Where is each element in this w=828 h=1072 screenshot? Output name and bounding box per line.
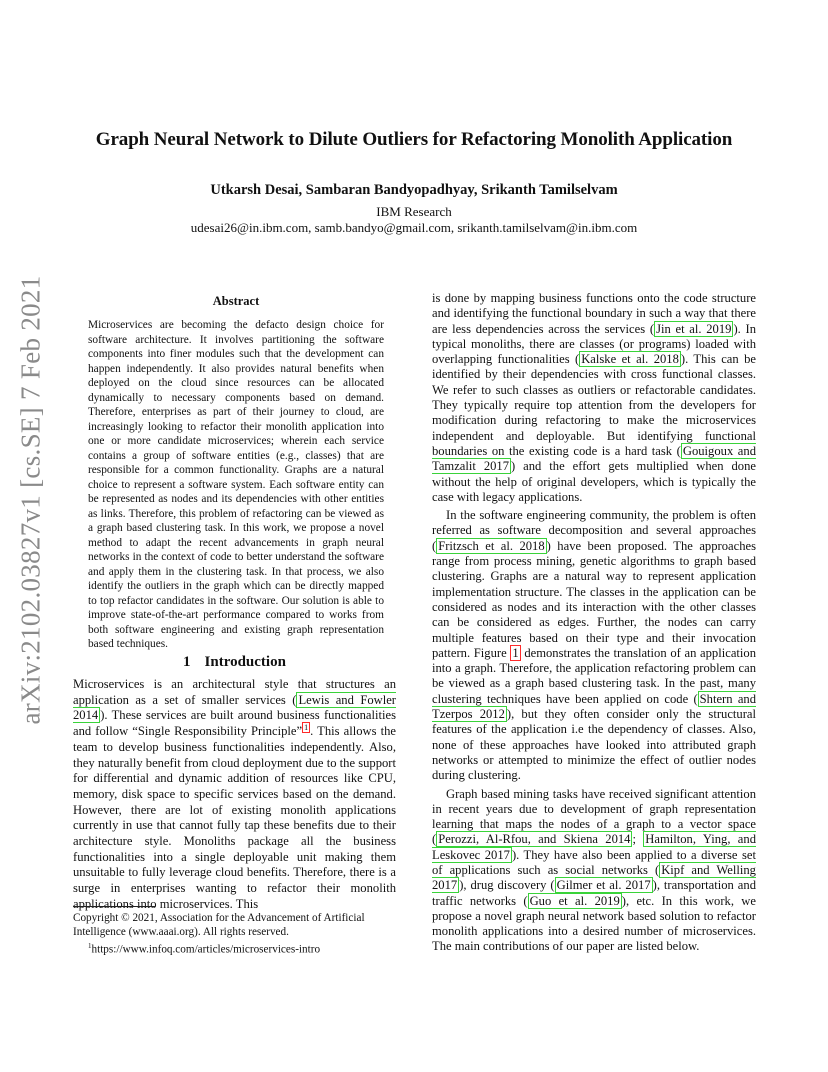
abstract-text: Microservices are becoming the defacto design choice for software architecture. It involves partitioning the software components into finer modules such that the development can happen independently. It also provides natural benefits when deployed on the cloud since resources can be allocated dynamically to necessary components based on demand. Therefore, enterprises as part of their journey to cloud, are increasingly looking to refactor their monolith application into one or more candidate microservices; wherein each service contains a group of software entities (e.g., classes) that are responsible for a common functionality. Graphs are a natural choice to represent a software system. Each software entity can be represented as nodes and its dependencies with other entities as links. Therefore, this problem of refactoring can be viewed as a graph based clustering task. In this work, we propose a novel method to adapt the recent advancements in graph neural networks in the context of code to better understand the software and apply them in the clustering task. In that process, we also identify the outliers in the graph which can be directly mapped to top refactor candidates in the software. Our solution is able to improve state-of-the-art performance compared to works from both software engineering and existing graph representation based techniques. bbox=[88, 319, 384, 650]
introduction-body bbox=[73, 677, 396, 913]
citation-link[interactable]: Hamilton, Ying, and Leskovec 2017 bbox=[432, 832, 756, 862]
citation-link[interactable]: Kipf and Welling 2017 bbox=[432, 862, 756, 893]
citation-link[interactable]: Gilmer et al. 2017 bbox=[556, 878, 651, 893]
section-number: 1 bbox=[183, 654, 191, 670]
text-run: ). They have also been applied to a diverse set of applications such as social networks ( bbox=[432, 847, 756, 877]
footnote-link[interactable]: 1 bbox=[304, 722, 309, 732]
citation-link[interactable]: Guo et al. 2019 bbox=[529, 893, 620, 908]
text-run: In the software engineering community, the problem is often referred as software decomposition and several approaches ( bbox=[432, 508, 756, 553]
citation-link[interactable]: Jin et al. 2019 bbox=[656, 321, 732, 336]
citation-link[interactable]: Fritzsch et al. 2018 bbox=[438, 538, 545, 553]
text-run: ) and the effort gets multiplied when done without the help of original developers, which is typically the case with legacy applications. bbox=[432, 459, 756, 504]
footnote bbox=[88, 939, 396, 957]
arxiv-watermark bbox=[2, 274, 60, 725]
text-run: demonstrates the translation of an application into a graph. Therefore, the application refactoring problem can be viewed as a graph based clustering task. In the past, many clustering techniques have been applied on code ( bbox=[432, 645, 756, 706]
abstract-heading: Abstract bbox=[212, 294, 260, 308]
text-run: . This allows the team to develop business functionalities independently. Also, they naturally benefit from cloud deployment due to the support for differential and dynamic addition of resources like CPU, memory, disk space to specific services based on the demand. However, there are lot of existing monolith applications currently in use that cannot fully tap these benefits due to their architecture style. Monoliths package all the business functionalities into a single deployable unit making them unsuitable to fully leverage cloud benefits. Therefore, there is a surge in enterprises wanting to refactor their monolith applications into microservices. This bbox=[73, 724, 396, 911]
section-heading-introduction bbox=[73, 654, 396, 671]
text-run: ), drug discovery ( bbox=[459, 878, 555, 893]
affiliation: IBM Research bbox=[376, 204, 452, 219]
figure-link[interactable]: 1 bbox=[512, 645, 519, 660]
text-run: ) have been proposed. The approaches range from process mining, genetic algorithms to graph based clustering. Graphs are a natural way to represent application implementation structure. The classes in the application can be considered as nodes and its interaction with the other classes can be considered as edges. Further, the nodes can carry multiple features based on their type and their invocation pattern. Figure bbox=[432, 538, 756, 660]
footnote-divider bbox=[73, 906, 155, 907]
footnote-number: 1 bbox=[88, 942, 92, 950]
text-run: ). In typical monoliths, there are classes (or programs) loaded with overlapping functionalities ( bbox=[432, 321, 757, 367]
arxiv-id: arXiv:2102.03827v1 [cs.SE] 7 Feb 2021 bbox=[15, 274, 46, 725]
footnote-url: https://www.infoq.com/articles/microservices-intro bbox=[91, 943, 321, 956]
citation-link[interactable]: Kalske et al. 2018 bbox=[581, 352, 679, 367]
text-run: Graph based mining tasks have received significant attention in recent years due to development of graph representation learning that maps the nodes of a graph to a vector space ( bbox=[432, 786, 756, 847]
text-run: ), transportation and traffic networks ( bbox=[432, 878, 756, 908]
citation-link[interactable]: Perozzi, Al-Rfou, and Skiena 2014 bbox=[438, 832, 631, 847]
citation-link[interactable]: Lewis and Fowler 2014 bbox=[73, 692, 397, 723]
author-emails: udesai26@in.ibm.com, samb.bandyo@gmail.com, srikanth.tamilselvam@in.ibm.com bbox=[190, 220, 638, 235]
paragraph bbox=[432, 508, 756, 783]
text-run: is done by mapping business functions onto the code structure and identifying the functional boundary in such a way that there are less dependencies across the services ( bbox=[432, 291, 756, 336]
section-title: Introduction bbox=[204, 654, 286, 670]
copyright-notice: Copyright © 2021, Association for the Advancement of Artificial Intelligence (www.aaai.org). All rights reserved. bbox=[73, 912, 365, 938]
paragraph bbox=[73, 677, 396, 913]
text-run: ), but they often consider only the structural features of the application i.e the dependency of classes. Also, none of these approaches have looked into attributed graph networks or attempted to minimize the effect of outlier nodes during clustering. bbox=[432, 707, 756, 783]
text-run: Microservices is an architectural style that structures an application as a set of smaller services ( bbox=[73, 677, 396, 707]
text-run: ). These services are built around business functionalities and follow “Single Responsibility Principle” bbox=[73, 708, 396, 739]
author-list: Utkarsh Desai, Sambaran Bandyopadhyay, Srikanth Tamilselvam bbox=[210, 182, 618, 198]
paragraph bbox=[432, 787, 756, 955]
citation-link[interactable]: Gouigoux and Tamzalit 2017 bbox=[432, 443, 756, 474]
right-column-body bbox=[432, 291, 756, 955]
paragraph bbox=[432, 291, 756, 505]
text-run: ), etc. In this work, we propose a novel graph neural network based solution to refactor monolith applications into a desired number of microservices. The main contributions of our paper are listed below. bbox=[432, 893, 756, 954]
text-run: ; bbox=[632, 832, 644, 847]
text-run: ). This can be identified by their dependencies with cross functional classes. We refer to such classes as outliers or refactorable candidates. They typically require top attention from the developers for modification during refactoring to make the microservices independent and deployable. But identifying functional boundaries on the existing code is a hard task ( bbox=[432, 352, 756, 458]
paper-title: Graph Neural Network to Dilute Outliers for Refactoring Monolith Application bbox=[95, 129, 733, 150]
citation-link[interactable]: Shtern and Tzerpos 2012 bbox=[432, 691, 756, 722]
